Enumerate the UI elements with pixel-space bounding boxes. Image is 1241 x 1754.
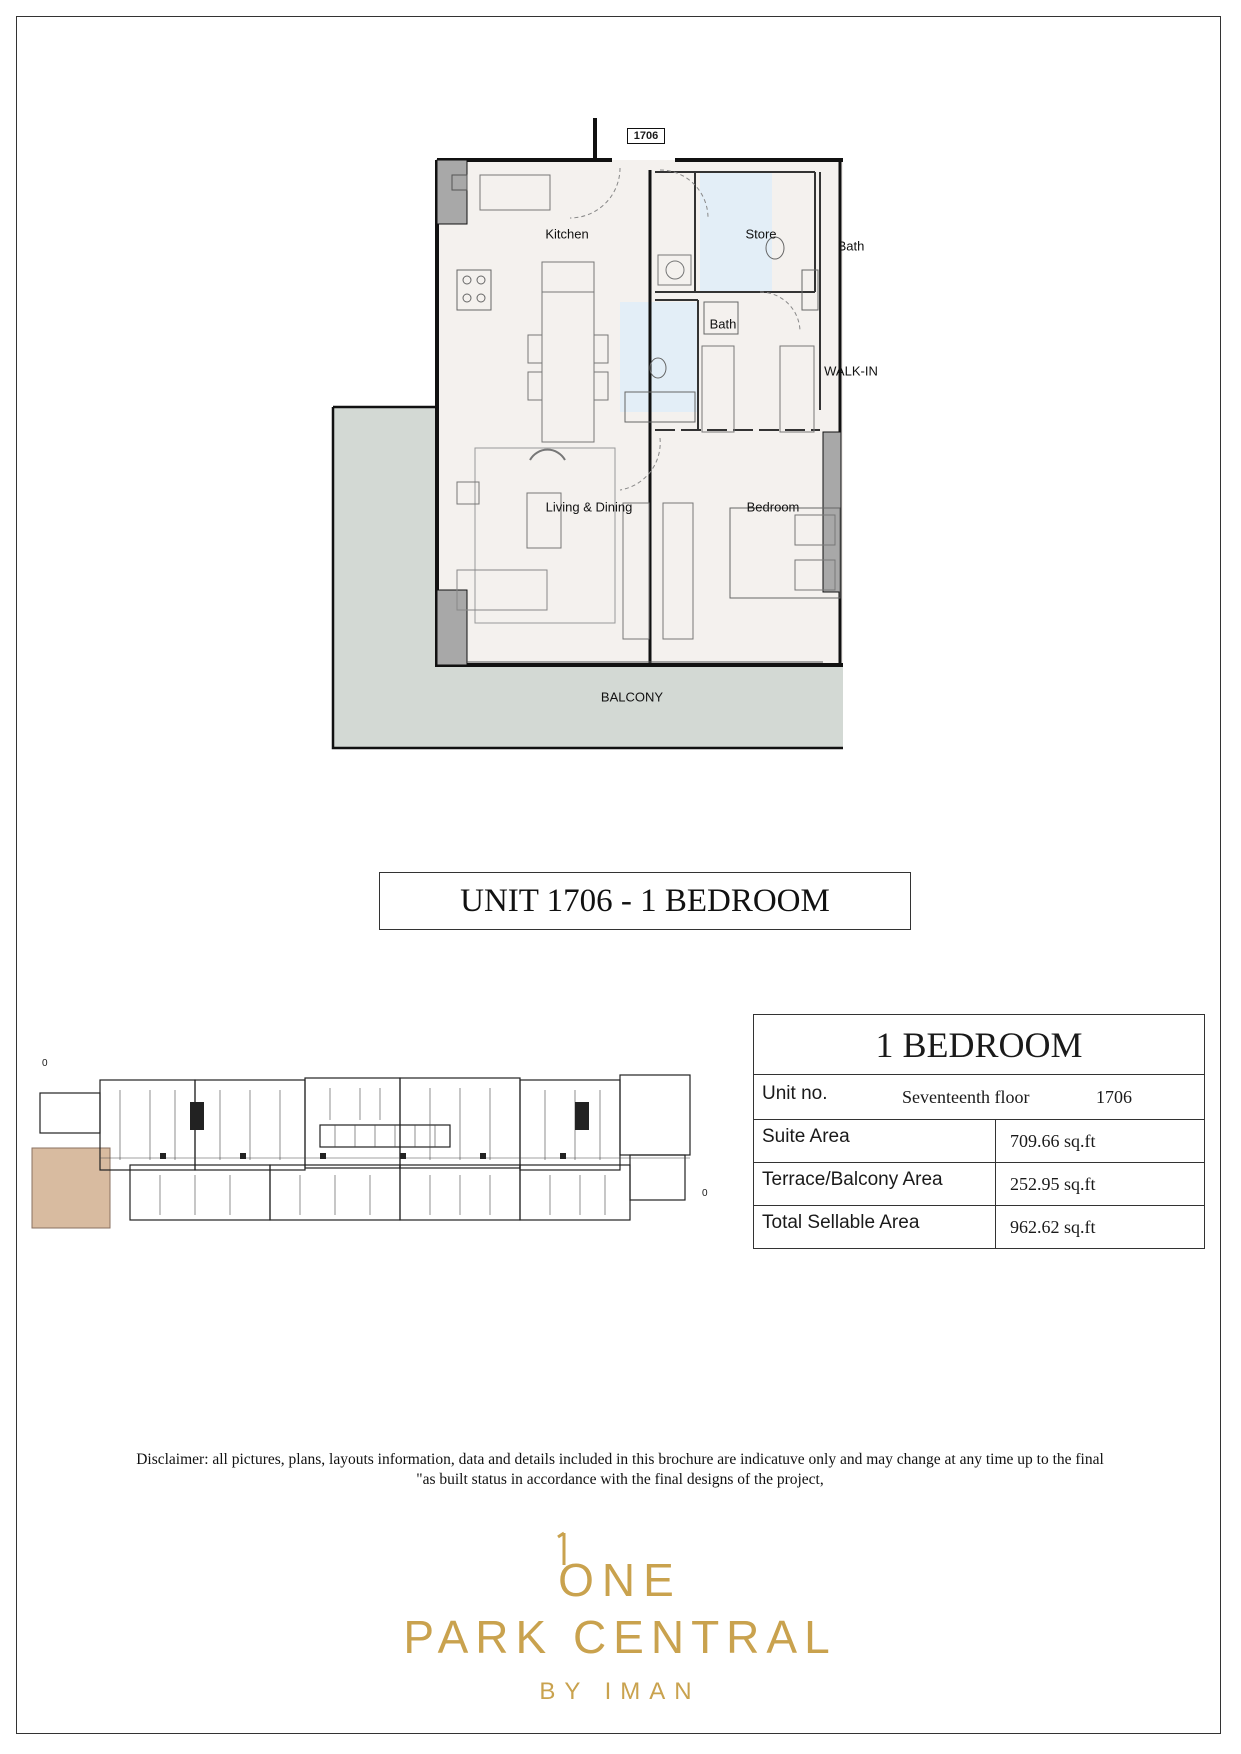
logo-line-one: ONE bbox=[558, 1554, 682, 1606]
table-row bbox=[754, 1163, 1205, 1206]
table-row bbox=[754, 1120, 1205, 1163]
balcony-area-value: 252.95 sq.ft bbox=[996, 1163, 1205, 1206]
floor-plan bbox=[320, 110, 940, 760]
room-label-bath-master: Bath bbox=[837, 238, 865, 254]
room-label-walk-in: WALK-IN bbox=[824, 363, 878, 379]
suite-area-label: Suite Area bbox=[754, 1120, 996, 1163]
key-plan bbox=[30, 1040, 730, 1230]
room-label-bath-guest: Bath bbox=[709, 316, 737, 332]
room-label-bedroom: Bedroom bbox=[746, 499, 800, 515]
unit-title: UNIT 1706 - 1 BEDROOM bbox=[379, 872, 911, 930]
logo-line-by-iman: BY IMAN bbox=[539, 1678, 701, 1705]
total-area-label: Total Sellable Area bbox=[754, 1206, 996, 1249]
area-table bbox=[753, 1014, 1205, 1249]
balcony-area-label: Terrace/Balcony Area bbox=[754, 1163, 996, 1206]
floor-name: Seventeenth floor bbox=[902, 1087, 1030, 1107]
table-heading: 1 BEDROOM bbox=[754, 1015, 1205, 1075]
room-label-kitchen: Kitchen bbox=[545, 226, 589, 242]
guest-bath-floor bbox=[620, 302, 698, 412]
interior-area bbox=[437, 160, 843, 665]
key-plan-marker-left: 0 bbox=[42, 1058, 48, 1069]
unit-tag: 1706 bbox=[627, 128, 665, 144]
unit-no-label: Unit no. bbox=[762, 1083, 828, 1104]
logo-line-park-central: PARK CENTRAL bbox=[403, 1611, 837, 1663]
unit-number: 1706 bbox=[1096, 1087, 1132, 1107]
highlighted-unit-marker bbox=[32, 1148, 110, 1228]
disclaimer bbox=[40, 1450, 1200, 1490]
total-area-value: 962.62 sq.ft bbox=[996, 1206, 1205, 1249]
brand-logo bbox=[320, 1525, 920, 1715]
unit-number-row bbox=[754, 1075, 1205, 1120]
room-label-balcony: BALCONY bbox=[600, 689, 664, 705]
suite-area-value: 709.66 sq.ft bbox=[996, 1120, 1205, 1163]
table-row bbox=[754, 1206, 1205, 1249]
key-plan-drawing bbox=[30, 1040, 730, 1230]
room-label-store: Store bbox=[745, 226, 777, 242]
floor-plan-drawing bbox=[320, 110, 940, 760]
room-label-living-dining: Living & Dining bbox=[545, 499, 633, 515]
disclaimer-line-1: Disclaimer: all pictures, plans, layouts information, data and details included in this brochure are indicatuve only and may change at any time up to the final bbox=[136, 1451, 1104, 1468]
key-plan-marker-right: 0 bbox=[702, 1188, 708, 1199]
disclaimer-line-2: "as built status in accordance with the final designs of the project, bbox=[416, 1471, 824, 1488]
